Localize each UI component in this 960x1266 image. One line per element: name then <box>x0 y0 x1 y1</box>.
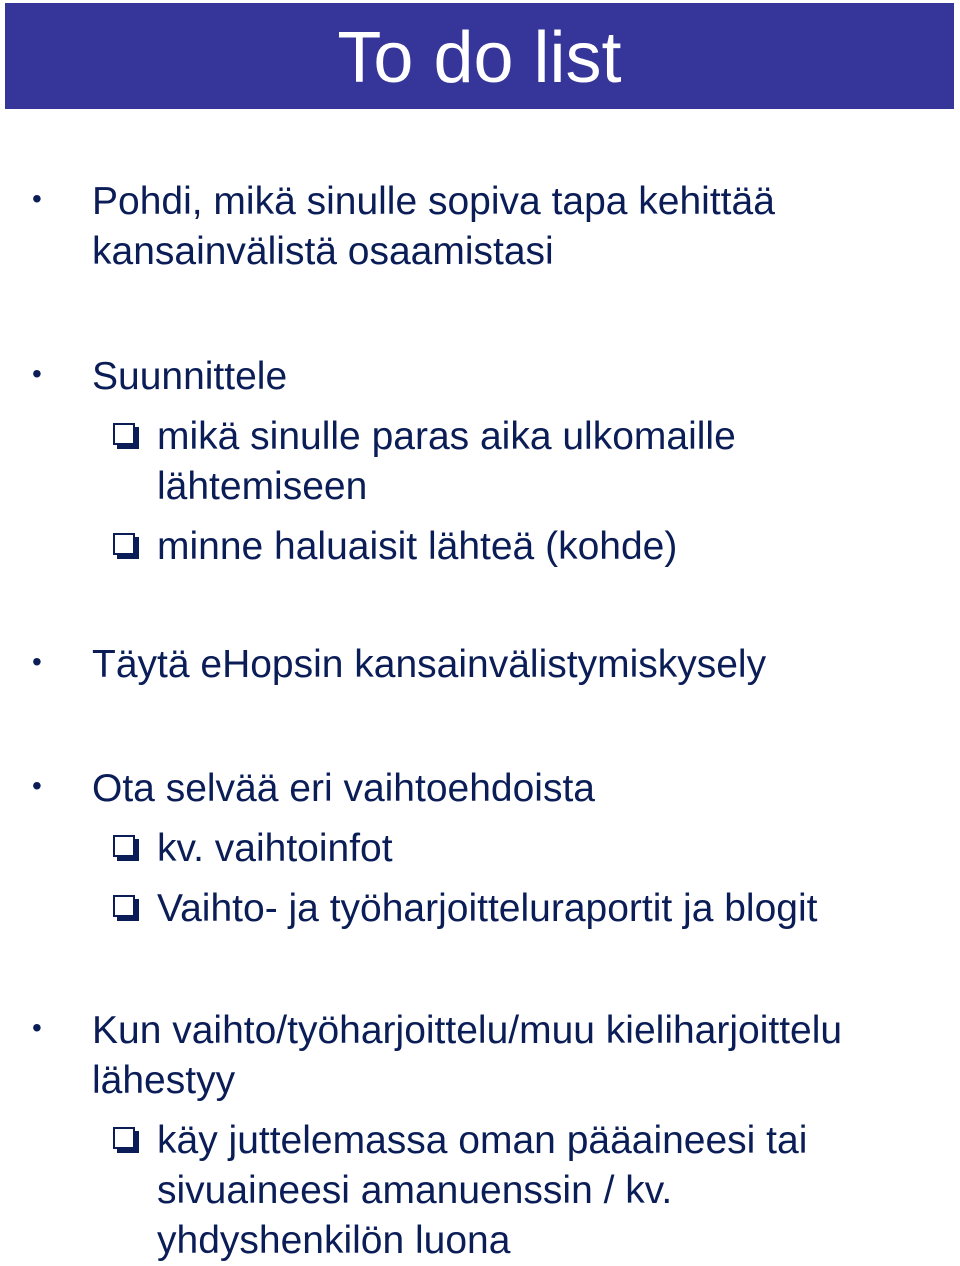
checkbox-item-line: minne haluaisit lähteä (kohde) <box>157 525 678 568</box>
list-item-line: Täytä eHopsin kansainvälistymiskysely <box>92 643 767 686</box>
bullet-icon: • <box>32 770 42 801</box>
checkbox-item-line: kv. vaihtoinfot <box>157 827 393 870</box>
list-item-line: Kun vaihto/työharjoittelu/muu kieliharjoittelu <box>92 1009 843 1052</box>
list-item-line: Suunnittele <box>92 355 288 398</box>
bullet-icon: • <box>32 646 42 677</box>
checkbox-icon <box>113 835 135 857</box>
checkbox-item-line: lähtemiseen <box>157 465 368 508</box>
checkbox-icon <box>113 1127 135 1149</box>
checkbox-item-line: Vaihto- ja työharjoitteluraportit ja blogit <box>157 887 818 930</box>
checkbox-icon <box>113 533 135 555</box>
bullet-icon: • <box>32 1012 42 1043</box>
title-bar <box>5 3 954 109</box>
checkbox-item-line: käy juttelemassa oman pääaineesi tai <box>157 1119 808 1162</box>
list-item-line: Ota selvää eri vaihtoehdoista <box>92 767 595 810</box>
checkbox-icon <box>113 423 135 445</box>
checkbox-item-line: sivuaineesi amanuenssin / kv. <box>157 1169 673 1212</box>
bullet-icon: • <box>32 183 42 214</box>
list-item-line: lähestyy <box>92 1059 236 1102</box>
checkbox-item-line: yhdyshenkilön luona <box>157 1219 511 1262</box>
bullet-icon: • <box>32 358 42 389</box>
list-item-line: kansainvälistä osaamistasi <box>92 230 554 273</box>
page-title: To do list <box>337 18 622 98</box>
checkbox-item-line: mikä sinulle paras aika ulkomaille <box>157 415 736 458</box>
checkbox-icon <box>113 895 135 917</box>
list-item-line: Pohdi, mikä sinulle sopiva tapa kehittää <box>92 180 775 223</box>
